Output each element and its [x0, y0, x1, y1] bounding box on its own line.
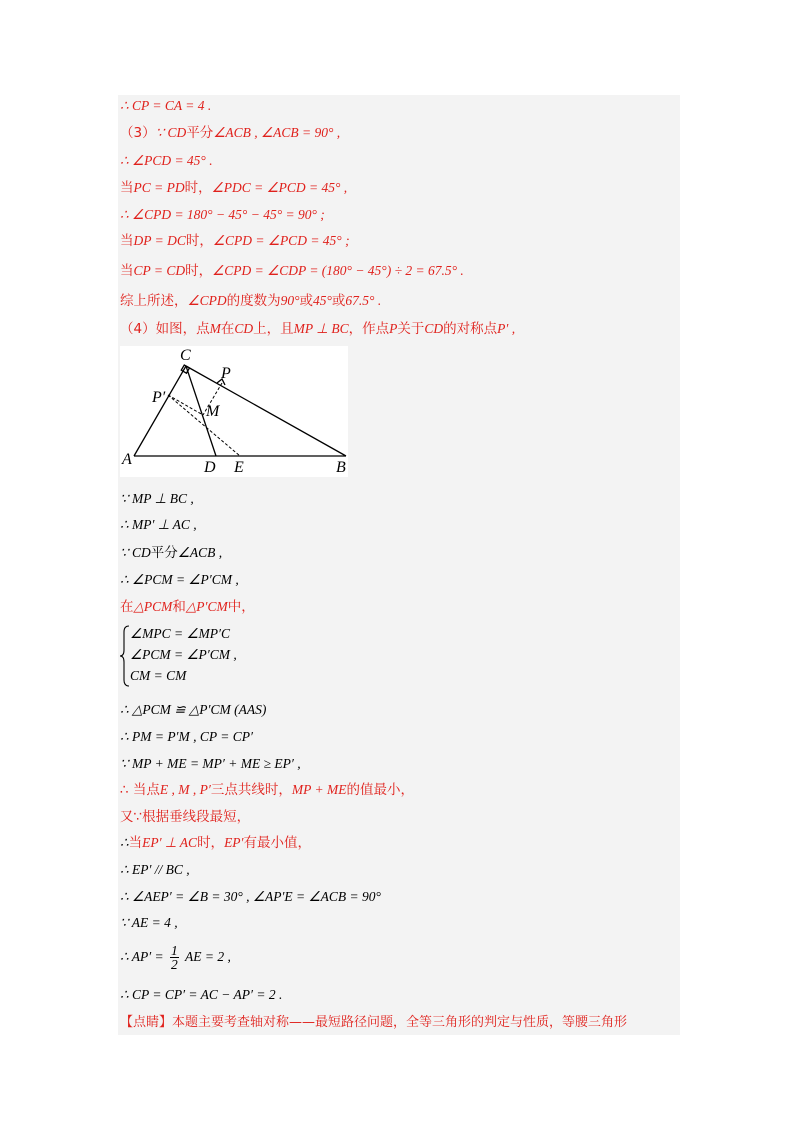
label-e: E [234, 459, 244, 476]
math: ∠ACB , ∠ACB = 90° , [213, 125, 341, 140]
text: 的值最小， [346, 782, 414, 798]
text: 当 [120, 180, 134, 196]
math: ∠PDC = ∠PCD = 45° , [211, 180, 348, 195]
text: 上，且 [253, 321, 294, 337]
math: P [389, 321, 398, 336]
comment-text: 本题主要考查轴对称——最短路径问题，全等三角形的判定与性质，等腰三角形 [172, 1015, 628, 1030]
label-p: P [221, 365, 231, 382]
denominator: 2 [170, 957, 178, 972]
math: ∵ MP + ME = MP′ + ME ≥ EP′ , [120, 756, 301, 771]
math: 45° [313, 293, 332, 308]
text: 三点共线时， [210, 782, 292, 798]
line-10 [120, 490, 194, 508]
geometry-figure [120, 346, 348, 477]
line-9 [120, 320, 515, 338]
math: ∵ CD [120, 545, 151, 560]
line-20 [120, 834, 311, 852]
math: ∵ AE = 4 , [120, 915, 178, 930]
text: 当 [120, 263, 134, 279]
line-2 [120, 124, 340, 142]
math: AE = 2 , [185, 949, 231, 964]
math: ∴ CP = CP′ = AC − AP′ = 2 . [120, 987, 283, 1002]
text: 关于 [397, 321, 425, 337]
math: ∠CPD [187, 293, 227, 308]
math: ∠ACB , [177, 545, 223, 560]
math: CD [234, 321, 254, 336]
text: ，作点 [348, 321, 390, 337]
text: 时， [184, 180, 212, 196]
math: △PCM [133, 599, 173, 614]
math: ∴ ∠PCM = ∠P′CM , [120, 572, 239, 587]
math: ∴ AP′ = [120, 949, 164, 964]
math: ∴ ∠AEP′ = ∠B = 30° , ∠AP′E = ∠ACB = 90° [120, 889, 381, 904]
label-b: B [336, 459, 346, 476]
equation-row-2: ∠PCM = ∠P′CM , [130, 647, 237, 662]
text: 时， [197, 835, 225, 851]
line-1 [120, 97, 211, 115]
label-a: A [122, 451, 132, 468]
math: ∴ [120, 835, 129, 850]
line-21 [120, 861, 190, 879]
math: ∴ △PCM ≌ △P′CM (AAS) [120, 702, 267, 717]
triangle-diagram [120, 346, 348, 477]
math: PC = PD [133, 180, 185, 195]
line-23 [120, 914, 178, 932]
text: 在 [220, 321, 235, 337]
label-d: D [204, 459, 216, 476]
line-15 [120, 701, 266, 719]
line-17 [120, 755, 301, 773]
text: 的对称点 [443, 321, 498, 337]
line-3 [120, 152, 213, 170]
text: 当 [128, 835, 143, 851]
text: 综上所述， [120, 293, 188, 309]
text: 平分 [150, 545, 178, 561]
math: MP + ME [291, 782, 347, 797]
math: MP ⊥ BC [293, 321, 349, 336]
line-8 [120, 292, 381, 310]
line-12 [120, 544, 222, 562]
left-brace-icon [120, 624, 130, 688]
math: ∵ CD [155, 125, 187, 140]
line-4 [120, 179, 347, 197]
line-16 [120, 728, 253, 746]
line-11 [120, 516, 197, 534]
text: 或 [299, 293, 314, 309]
line-5 [120, 206, 325, 224]
math: E , M , P′ [159, 782, 211, 797]
numerator: 1 [170, 943, 178, 958]
text: ∴ 当点 [120, 782, 160, 798]
math: ∴ CP = CA = 4 . [120, 98, 212, 113]
math: 90° [280, 293, 300, 308]
math: EP′ ⊥ AC [142, 835, 198, 850]
math: DP = DC [133, 233, 186, 248]
math: EP′ [224, 835, 244, 850]
math: ∴ PM = P′M , CP = CP′ [120, 729, 253, 744]
math: ∴ ∠PCD = 45° . [120, 153, 213, 168]
text: 和 [172, 599, 186, 615]
text: （3） [120, 125, 156, 141]
math: △P′CM [185, 599, 228, 614]
math: CP = CD [133, 263, 186, 278]
text: 又∵根据垂线段最短， [120, 809, 251, 825]
math: ∴ EP′ // BC , [120, 862, 190, 877]
text: 或 [331, 293, 346, 309]
text: （4）如图，点 [120, 321, 210, 337]
equation-row-1: ∠MPC = ∠MP′C [130, 626, 231, 641]
text: 时， [185, 263, 213, 279]
label-c: C [180, 347, 191, 364]
line-26 [120, 1014, 627, 1032]
line-25 [120, 986, 282, 1004]
text: 平分 [186, 125, 214, 141]
line-19 [120, 808, 250, 826]
segment-ac [134, 366, 186, 456]
label-m: M [206, 403, 220, 420]
equation-row-3: CM = CM [130, 668, 187, 683]
comment-heading: 【点睛】 [120, 1015, 173, 1030]
math: CD [424, 321, 444, 336]
label-p-prime: P′ [152, 389, 166, 406]
line-13 [120, 571, 239, 589]
math: ∵ MP ⊥ BC , [120, 491, 194, 506]
text: 在 [120, 599, 134, 615]
math: ∠CPD = ∠CDP = (180° − 45°) ÷ 2 = 67.5° . [212, 263, 464, 278]
line-7 [120, 262, 464, 280]
equation-system [120, 624, 280, 688]
segment-p-prime-e [168, 395, 240, 456]
text: 有最小值， [243, 835, 312, 851]
segment-p-prime-m [168, 395, 203, 415]
line-24 [120, 944, 231, 971]
text: 时， [185, 233, 213, 249]
line-22 [120, 888, 381, 906]
math: ∴ ∠CPD = 180° − 45° − 45° = 90° ; [120, 207, 325, 222]
math: M [209, 321, 221, 336]
line-18 [120, 781, 414, 799]
line-6 [120, 232, 350, 250]
line-14 [120, 598, 255, 616]
text: 的度数为 [226, 293, 281, 309]
text: 中， [227, 599, 255, 615]
text: 当 [120, 233, 134, 249]
fraction [170, 944, 179, 971]
math: ∠CPD = ∠PCD = 45° ; [212, 233, 350, 248]
math: P′ , [497, 321, 516, 336]
math: 67.5° . [345, 293, 382, 308]
math: ∴ MP′ ⊥ AC , [120, 517, 197, 532]
